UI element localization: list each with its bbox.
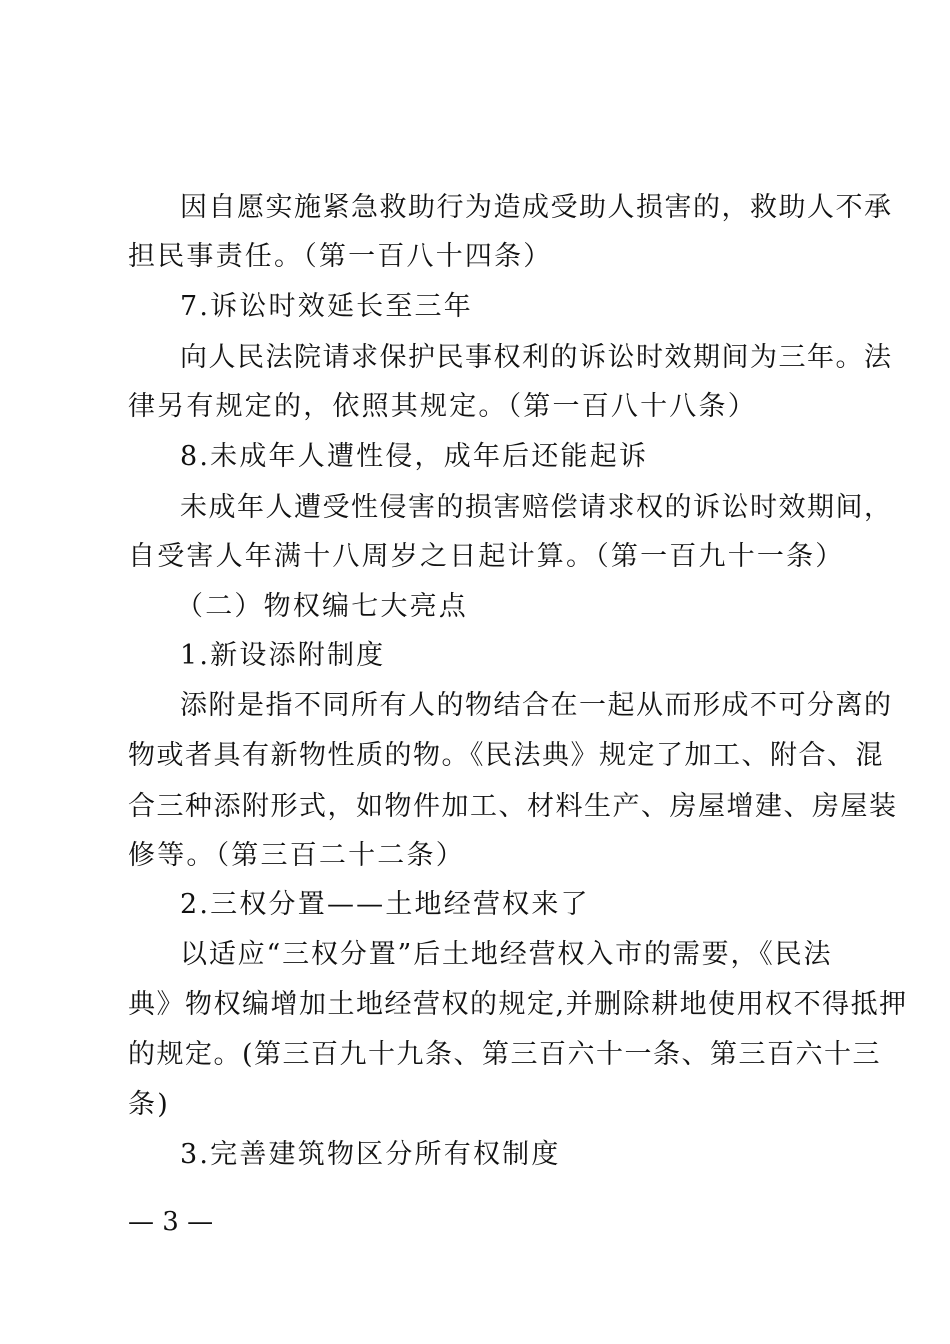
section-heading: 8.未成年人遭性侵，成年后还能起诉 <box>180 441 649 472</box>
paragraph-line: 添附是指不同所有人的物结合在一起从而形成不可分离的 <box>180 690 893 721</box>
section-heading: 2.三权分置——土地经营权来了 <box>180 889 590 920</box>
section-heading: 3.完善建筑物区分所有权制度 <box>180 1139 561 1170</box>
paragraph-line: 条) <box>128 1089 170 1120</box>
paragraph-line: 修等。（第三百二十二条） <box>128 840 465 871</box>
section-heading: 1.新设添附制度 <box>180 640 386 671</box>
section-heading: 7.诉讼时效延长至三年 <box>180 291 473 322</box>
paragraph-line: 自受害人年满十八周岁之日起计算。（第一百九十一条） <box>128 541 845 572</box>
paragraph-line: 的规定。(第三百九十九条、第三百六十一条、第三百六十三 <box>128 1039 882 1070</box>
paragraph-line: 向人民法院请求保护民事权利的诉讼时效期间为三年。法 <box>180 342 893 373</box>
paragraph-line: 因自愿实施紧急救助行为造成受助人损害的，救助人不承 <box>180 192 893 223</box>
paragraph-line: 典》物权编增加土地经营权的规定,并删除耕地使用权不得抵押 <box>128 989 908 1020</box>
paragraph-line: 物或者具有新物性质的物。《民法典》规定了加工、附合、混 <box>128 740 884 771</box>
paragraph-line: 担民事责任。（第一百八十四条） <box>128 241 553 272</box>
page-number: — 3 — <box>128 1207 214 1237</box>
paragraph-line: 律另有规定的，依照其规定。（第一百八十八条） <box>128 391 757 422</box>
paragraph-line: 以适应“三权分置”后土地经营权入市的需要，《民法 <box>180 939 832 970</box>
paragraph-line: 合三种添附形式，如物件加工、材料生产、房屋增建、房屋装 <box>128 791 898 822</box>
paragraph-line: 未成年人遭受性侵害的损害赔偿请求权的诉讼时效期间， <box>180 492 893 523</box>
chapter-heading: （二）物权编七大亮点 <box>176 591 468 622</box>
